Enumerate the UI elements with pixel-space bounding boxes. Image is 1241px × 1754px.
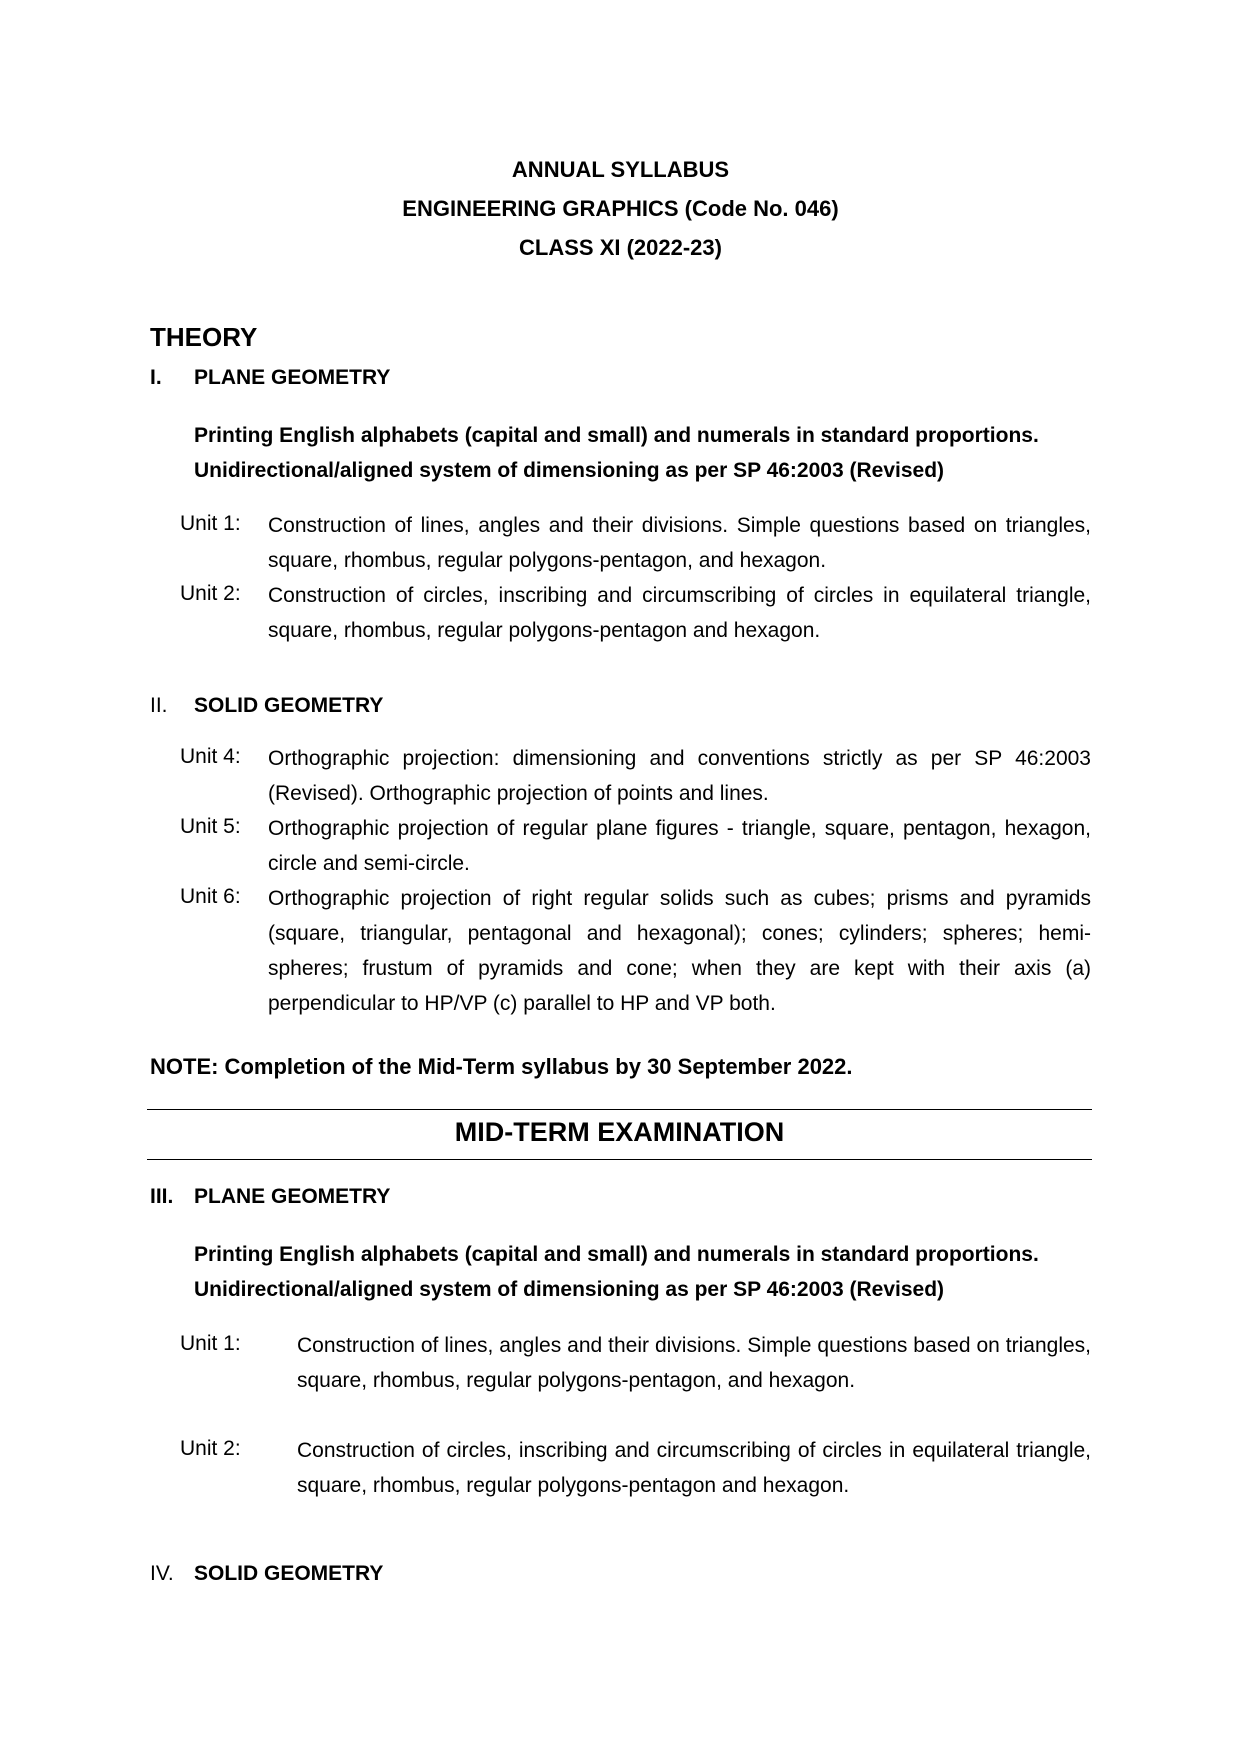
theory-heading: THEORY xyxy=(150,322,258,352)
section-3-intro xyxy=(194,1237,1091,1307)
unit-text: Construction of lines, angles and their divisions. Simple questions based on triangles, square, rhombus, regular polygons-pentagon, and hexagon. xyxy=(268,514,1091,572)
unit-label: Unit 1: xyxy=(180,1332,241,1355)
section-1-intro-line-2: Unidirectional/aligned system of dimensioning as per SP 46:2003 (Revised) xyxy=(194,459,945,482)
unit-label: Unit 2: xyxy=(180,582,241,605)
section-1-intro-line-1: Printing English alphabets (capital and small) and numerals in standard proportions. xyxy=(194,424,1039,447)
document-title-block xyxy=(150,150,1091,267)
unit-label: Unit 2: xyxy=(180,1437,241,1460)
unit-label: Unit 5: xyxy=(180,815,241,838)
title-line-2: ENGINEERING GRAPHICS (Code No. 046) xyxy=(402,196,839,221)
unit-text: Orthographic projection of regular plane figures - triangle, square, pentagon, hexagon, circle and semi-circle. xyxy=(268,817,1091,875)
section-1-number: I. xyxy=(150,366,162,389)
divider-bottom xyxy=(147,1159,1092,1160)
section-3-intro-line-2: Unidirectional/aligned system of dimensioning as per SP 46:2003 (Revised) xyxy=(194,1278,945,1301)
unit-label: Unit 1: xyxy=(180,512,241,535)
section-3-title: PLANE GEOMETRY xyxy=(194,1185,391,1208)
unit-text: Orthographic projection of right regular solids such as cubes; prisms and pyramids (square, triangular, pentagonal and hexagonal); cones; cylinders; spheres; hemi-spheres; frustum of pyramids and cone; when they are kept with their axis (a) perpendicular to HP/VP (c) parallel to HP and VP both. xyxy=(268,887,1091,1015)
unit-label: Unit 6: xyxy=(180,885,241,908)
title-line-3: CLASS XI (2022-23) xyxy=(519,235,722,260)
section-1-intro xyxy=(194,418,1091,488)
unit-text: Construction of circles, inscribing and circumscribing of circles in equilateral triangle, square, rhombus, regular polygons-pentagon and hexagon. xyxy=(297,1439,1091,1497)
midterm-heading: MID-TERM EXAMINATION xyxy=(454,1117,785,1147)
unit-text: Construction of lines, angles and their divisions. Simple questions based on triangles, square, rhombus, regular polygons-pentagon, and hexagon. xyxy=(297,1334,1091,1392)
section-3-number: III. xyxy=(150,1185,174,1208)
unit-text: Orthographic projection: dimensioning and conventions strictly as per SP 46:2003 (Revised). Orthographic projection of points and lines. xyxy=(268,747,1091,805)
section-2-title: SOLID GEOMETRY xyxy=(194,694,384,717)
section-2-number: II. xyxy=(150,694,168,717)
unit-text: Construction of circles, inscribing and circumscribing of circles in equilateral triangle, square, rhombus, regular polygons-pentagon and hexagon. xyxy=(268,584,1091,642)
divider-top xyxy=(147,1109,1092,1110)
section-4-number: IV. xyxy=(150,1562,174,1585)
section-3-intro-line-1: Printing English alphabets (capital and small) and numerals in standard proportions. xyxy=(194,1243,1039,1266)
unit-label: Unit 4: xyxy=(180,745,241,768)
completion-note: NOTE: Completion of the Mid-Term syllabus by 30 September 2022. xyxy=(150,1054,853,1079)
title-line-1: ANNUAL SYLLABUS xyxy=(511,157,730,182)
section-1-title: PLANE GEOMETRY xyxy=(194,366,391,389)
section-4-title: SOLID GEOMETRY xyxy=(194,1562,384,1585)
